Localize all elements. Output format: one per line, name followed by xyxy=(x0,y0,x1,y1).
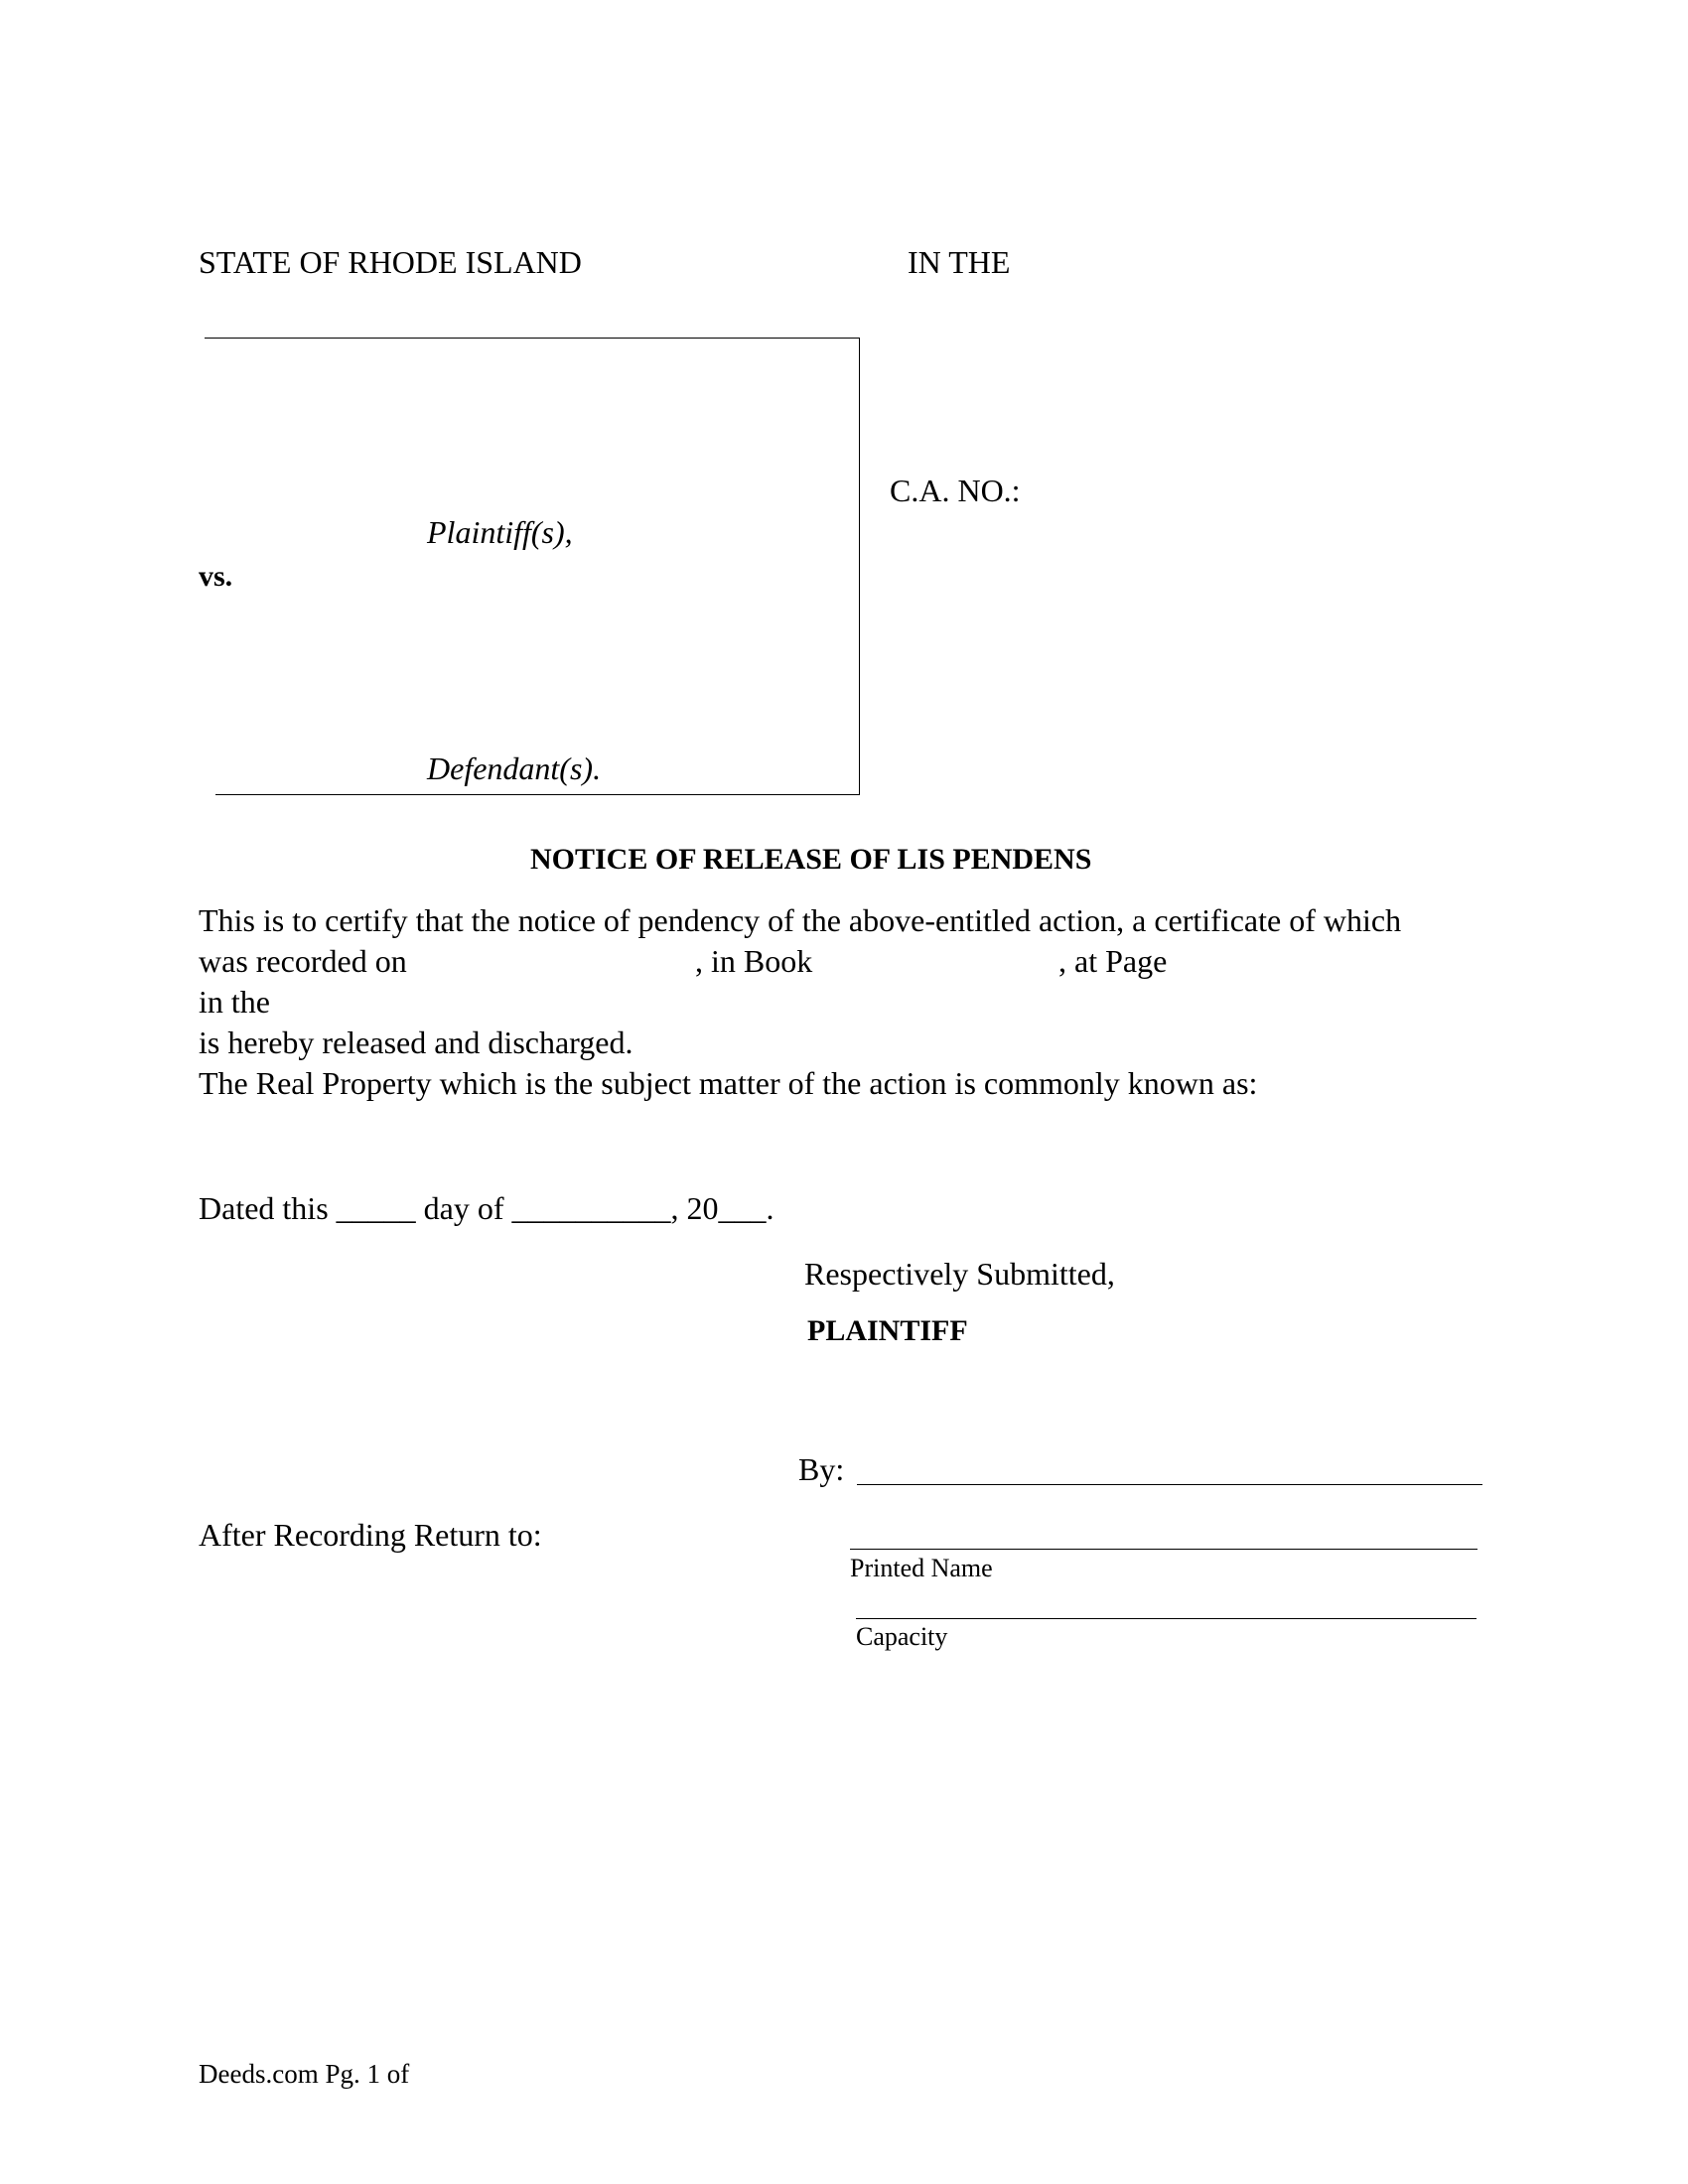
page-footer: Deeds.com Pg. 1 of xyxy=(199,2059,410,2089)
by-label: By: xyxy=(798,1451,845,1487)
body-line-5: The Real Property which is the subject matter of the action is commonly known as: xyxy=(199,1065,1258,1101)
dated-line: Dated this _____ day of __________, 20___. xyxy=(199,1190,774,1226)
signing-party: PLAINTIFF xyxy=(807,1314,968,1347)
defendant-label: Defendant(s). xyxy=(427,751,602,786)
caption-top-rule xyxy=(205,338,860,339)
body-at-page: , at Page xyxy=(1058,943,1168,979)
capacity-label: Capacity xyxy=(856,1622,948,1651)
body-line-1: This is to certify that the notice of pendency of the above-entitled action, a certificate of which xyxy=(199,902,1402,938)
body-recorded-on: was recorded on xyxy=(199,943,407,979)
plaintiff-label: Plaintiff(s), xyxy=(427,514,573,550)
printed-name-label: Printed Name xyxy=(850,1554,993,1582)
court-heading: IN THE xyxy=(908,244,1011,280)
signature-line[interactable] xyxy=(857,1484,1482,1485)
document-title: NOTICE OF RELEASE OF LIS PENDENS xyxy=(530,843,1092,876)
caption-right-rule xyxy=(859,338,860,794)
capacity-line[interactable] xyxy=(856,1618,1477,1619)
body-line-3: in the xyxy=(199,984,270,1020)
printed-name-line[interactable] xyxy=(850,1549,1477,1550)
return-to-label: After Recording Return to: xyxy=(199,1517,542,1553)
case-number-label: C.A. NO.: xyxy=(890,473,1021,508)
closing-text: Respectively Submitted, xyxy=(804,1256,1115,1292)
versus-label: vs. xyxy=(199,560,233,593)
caption-bottom-rule xyxy=(215,794,860,795)
body-line-4: is hereby released and discharged. xyxy=(199,1024,633,1060)
body-in-book: , in Book xyxy=(695,943,813,979)
state-heading: STATE OF RHODE ISLAND xyxy=(199,244,582,280)
